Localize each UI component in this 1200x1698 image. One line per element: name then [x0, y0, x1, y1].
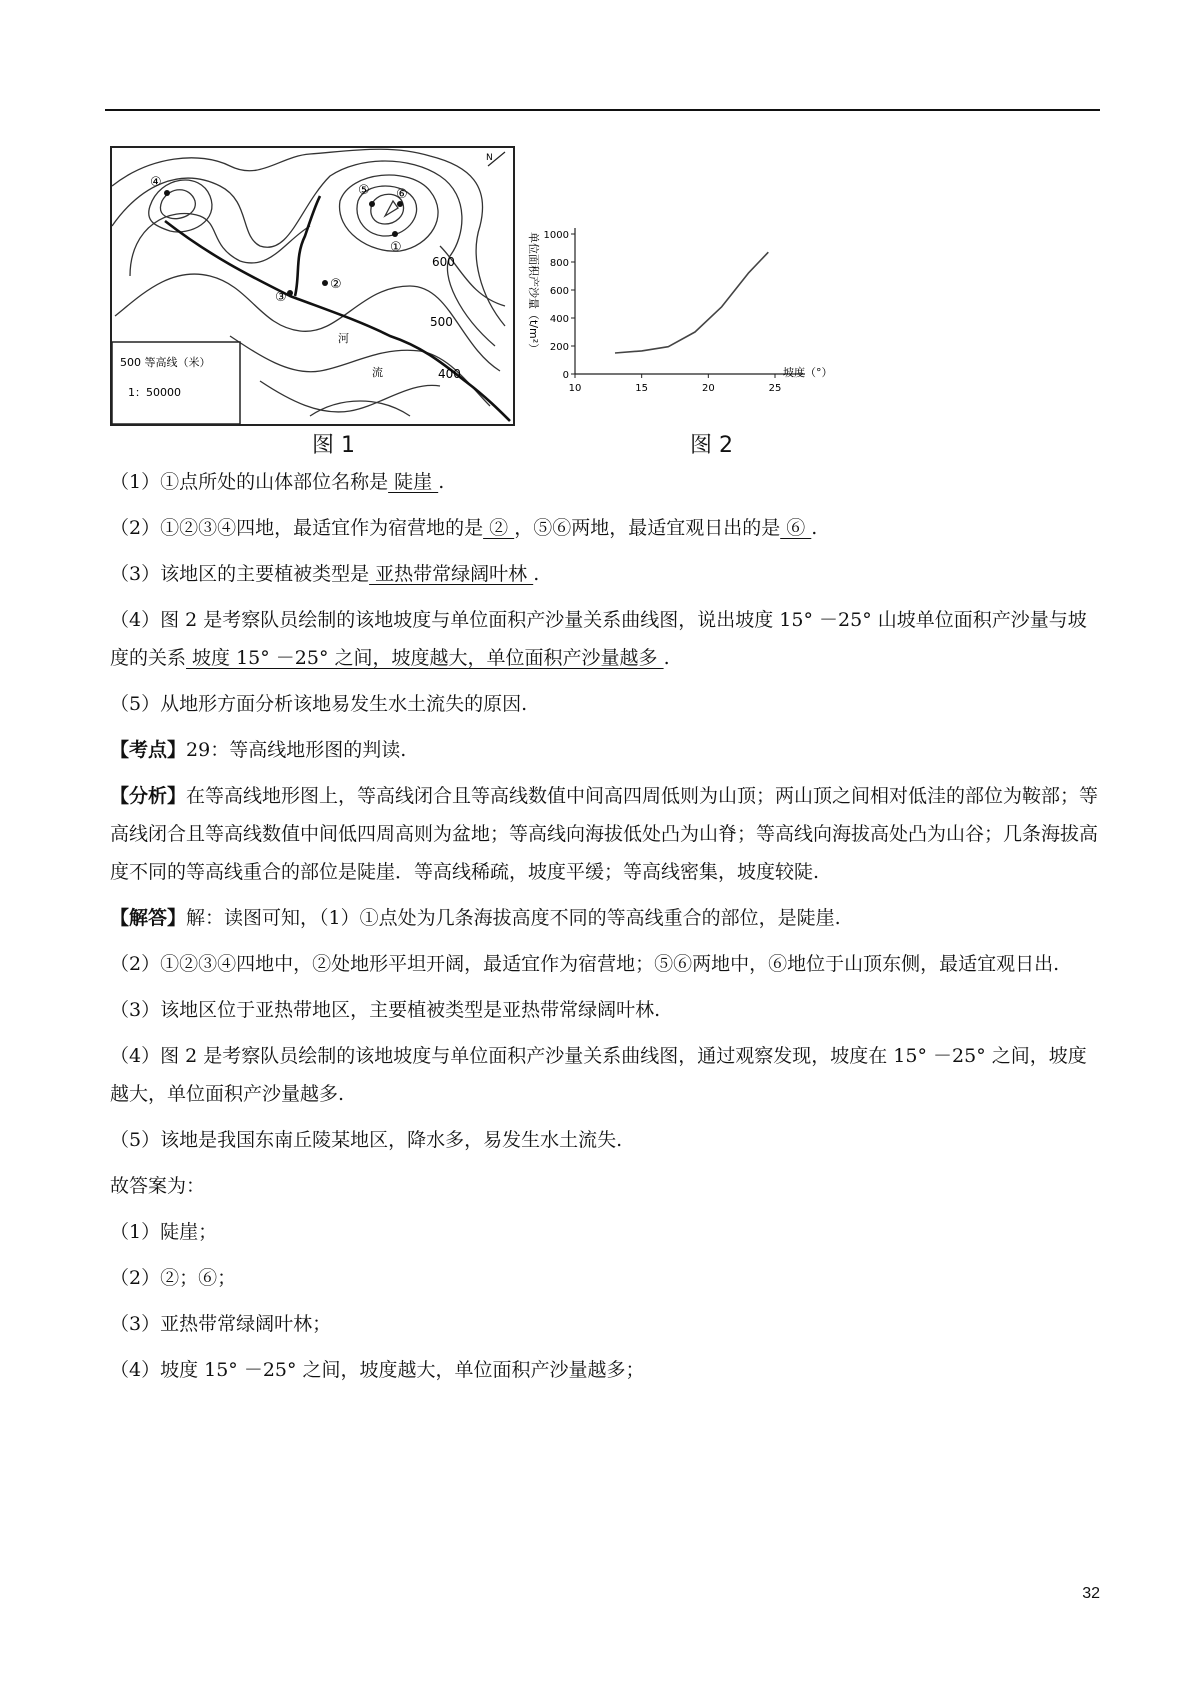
label-p3: ③	[275, 290, 287, 305]
answer-3: （3）亚热带常绿阔叶林；	[110, 1313, 332, 1335]
y-tick-label: 0	[562, 370, 569, 381]
answer-1: （1）陡崖；	[110, 1221, 218, 1243]
jieda-4: （4）图 2 是考察队员绘制的该地坡度与单位面积产沙量关系曲线图，通过观察发现，坡度在 15° －25° 之间，坡度越大，单位面积产沙量越多.	[110, 1045, 1087, 1105]
question-5: （5）从地形方面分析该地易发生水土流失的原因.	[110, 693, 528, 715]
q3-end: .	[533, 563, 540, 585]
question-4	[110, 601, 1100, 677]
q2-end: .	[811, 517, 818, 539]
jieda-2: （2）①②③④四地中，②处地形平坦开阔，最适宜作为宿营地；⑤⑥两地中，⑥地位于山顶东侧，最适宜观日出.	[110, 953, 1060, 975]
answer-2: （2）②；⑥；	[110, 1267, 237, 1289]
label-500: 500	[430, 315, 453, 329]
answers-intro: 故答案为：	[110, 1175, 206, 1197]
q2-answer-1: ②	[483, 517, 515, 539]
x-tick-label: 10	[568, 383, 582, 394]
y-tick-label: 600	[549, 286, 569, 297]
q4-answer: 坡度 15° －25° 之间，坡度越大，单位面积产沙量越多	[186, 647, 664, 669]
question-2	[110, 509, 1100, 547]
legend-contour: 500 等高线（米）	[120, 356, 211, 369]
q3-text: （3）该地区的主要植被类型是	[110, 563, 370, 585]
label-600: 600	[432, 255, 455, 269]
q4-end: .	[663, 647, 670, 669]
q1-answer: 陡崖	[388, 471, 439, 493]
label-p4: ④	[150, 175, 162, 190]
q3-answer: 亚热带常绿阔叶林	[369, 563, 534, 585]
x-tick-label: 15	[635, 383, 649, 394]
map-legend	[112, 342, 240, 424]
page-number: 32	[1082, 1585, 1100, 1602]
jieda-text-1: 解：读图可知，（1）①点处为几条海拔高度不同的等高线重合的部位，是陡崖.	[186, 907, 841, 929]
q1-text: （1）①点所处的山体部位名称是	[110, 471, 389, 493]
label-p5: ⑤	[358, 183, 370, 198]
legend-scale: 1：50000	[128, 386, 181, 399]
jieda-5: （5）该地是我国东南丘陵某地区，降水多，易发生水土流失.	[110, 1129, 623, 1151]
question-3	[110, 555, 1100, 593]
q1-end: .	[438, 471, 445, 493]
north-label: N	[486, 153, 493, 163]
y-tick-label: 800	[549, 258, 569, 269]
x-tick-label: 20	[701, 383, 715, 394]
kaodian	[110, 731, 1100, 769]
q2-answer-2: ⑥	[780, 517, 812, 539]
label-p1: ①	[390, 240, 402, 255]
label-400: 400	[438, 367, 461, 381]
q4-text: （4）图 2 是考察队员绘制的该地坡度与单位面积产沙量关系曲线图，说出坡度 15° －25° 山坡单位面积产沙量与坡度的关系	[110, 609, 1087, 669]
kaodian-text: 29：等高线地形图的判读.	[186, 739, 407, 761]
answer-4: （4）坡度 15° －25° 之间，坡度越大，单位面积产沙量越多；	[110, 1359, 645, 1381]
question-1	[110, 463, 1100, 501]
fenxi-text: 在等高线地形图上，等高线闭合且等高线数值中间高四周低则为山顶；两山顶之间相对低洼的部位为鞍部；等高线闭合且等高线数值中间低四周高则为盆地；等高线向海拔低处凸为山脊；等高线向海拔高处凸为山谷；几条海拔高度不同的等高线重合的部位是陡崖．等高线稀疏，坡度平缓；等高线密集，坡度较陡.	[110, 785, 1099, 883]
label-p6: ⑥	[396, 187, 408, 202]
y-tick-label: 200	[549, 342, 569, 353]
y-tick-label: 1000	[543, 230, 569, 241]
content-body	[110, 463, 1100, 1397]
sediment-slope-chart	[527, 224, 925, 414]
q2-text: （2）①②③④四地，最适宜作为宿营地的是	[110, 517, 484, 539]
figure-1-caption: 图 1	[312, 433, 355, 458]
jieda-3: （3）该地区位于亚热带地区，主要植被类型是亚热带常绿阔叶林.	[110, 999, 661, 1021]
figure-2-caption: 图 2	[690, 433, 733, 458]
chart-x-label: 坡度（°）	[783, 366, 833, 379]
label-p2: ②	[330, 277, 342, 292]
header-rule	[105, 109, 1100, 111]
jieda-tag: 【解答】	[110, 907, 187, 929]
kaodian-tag: 【考点】	[110, 739, 187, 761]
y-tick-label: 400	[549, 314, 569, 325]
label-river-2: 流	[372, 366, 383, 379]
contour-map-figure	[110, 146, 515, 426]
fenxi	[110, 777, 1100, 891]
chart-series-line	[615, 252, 768, 353]
x-tick-label: 25	[768, 383, 782, 394]
q2-mid: ，⑤⑥两地，最适宜观日出的是	[514, 517, 781, 539]
jieda-1	[110, 899, 1100, 937]
fenxi-tag: 【分析】	[110, 785, 187, 807]
chart-y-label: 单位面积产沙量（t/m²）	[527, 232, 540, 355]
label-river-1: 河	[338, 332, 349, 345]
